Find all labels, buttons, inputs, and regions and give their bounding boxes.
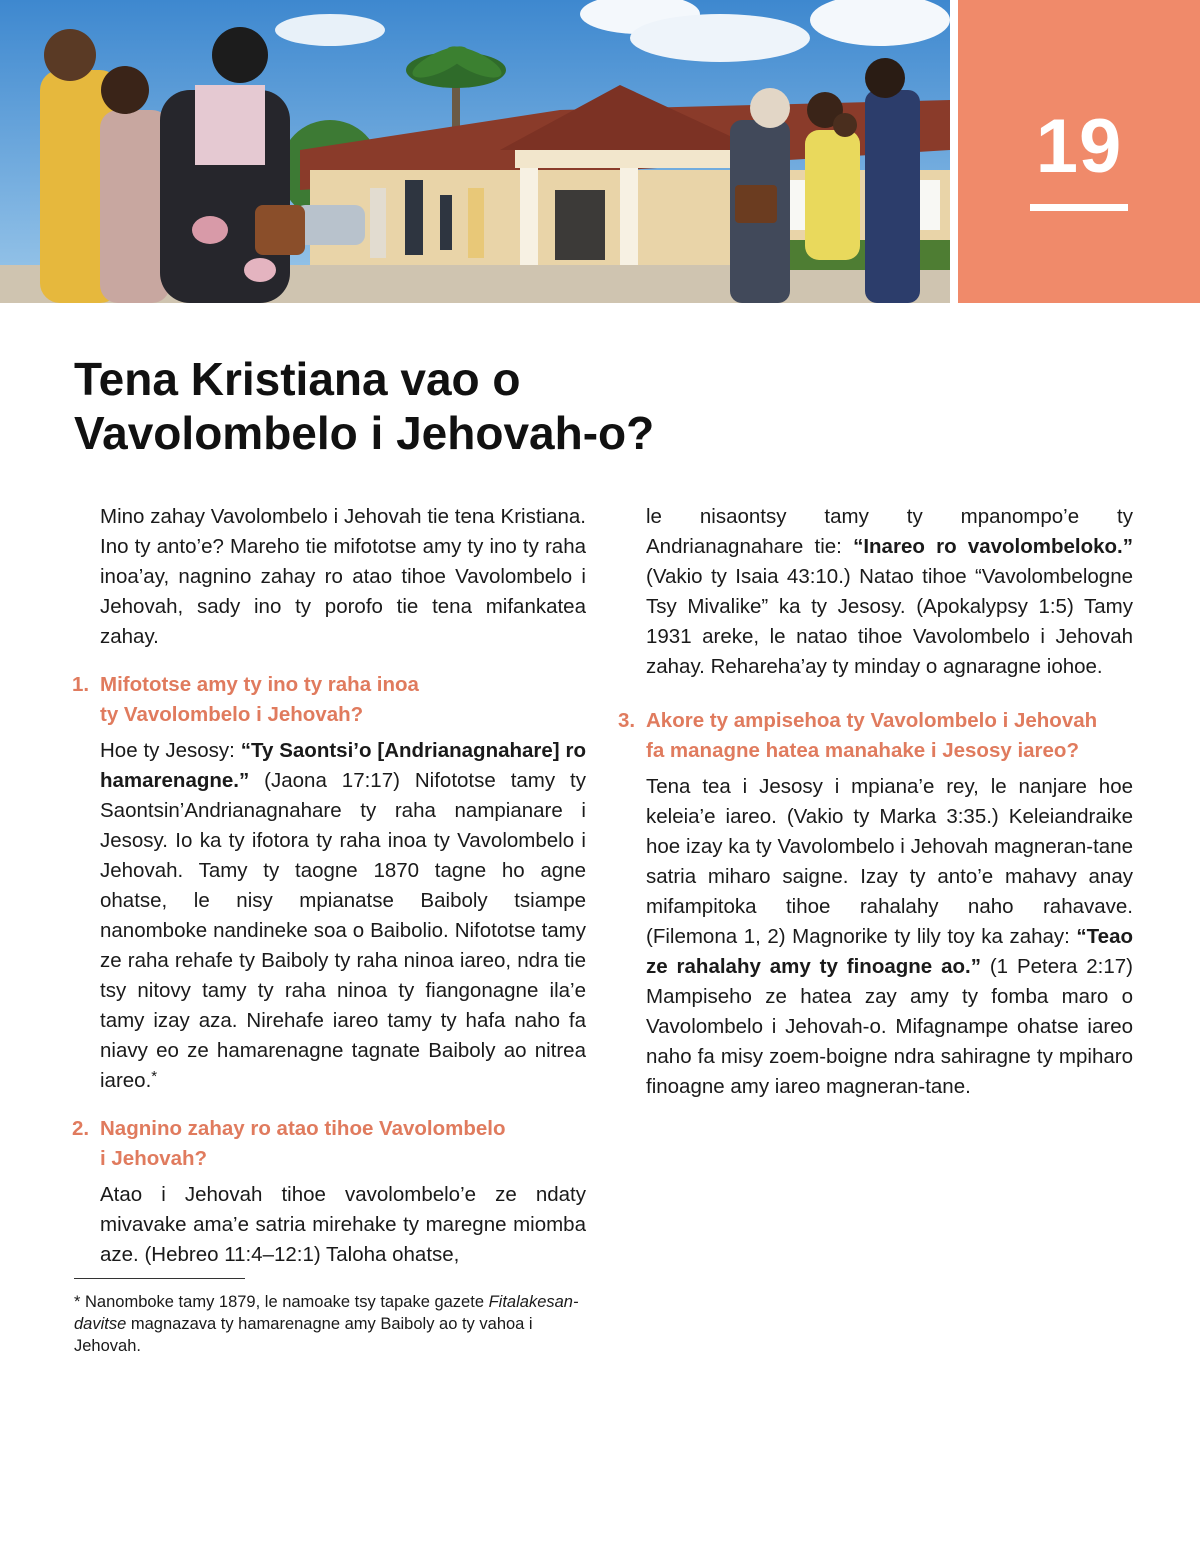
question-1-line-1: Mifototse amy ty ino ty raha inoa — [100, 673, 419, 696]
answer-1-quote: “Ty Saontsi’o [Andrianagnahare] ro hamarenagne.” — [100, 739, 587, 792]
footnote-text-before: Nanomboke tamy 1879, le namoake tsy tapake gazete — [80, 1293, 489, 1311]
question-3-line-1: Akore ty ampisehoa ty Vavolombelo i Jehovah — [646, 709, 1098, 732]
footnote-text-after: magnazava ty hamarenagne amy Baiboly ao ty vahoa i Jehovah. — [74, 1315, 533, 1355]
intro-paragraph: Mino zahay Vavolombelo i Jehovah tie tena Kristiana. Ino ty anto’e? Mareho tie mifototse amy ty ino ty raha inoa’ay, nagnino zahay ro atao tihoe Vavolombelo i Jehovah, sady ino ty porofo tie tena mifankatea zahay. — [100, 505, 586, 648]
question-3-number: 3. — [618, 709, 636, 732]
lesson-number-underline — [1030, 204, 1128, 211]
question-1-heading — [72, 670, 586, 730]
page-title-line-2: Vavolombelo i Jehovah-o? — [74, 407, 655, 459]
right-column — [618, 502, 1133, 1102]
answer-2-paragraph-start: Atao i Jehovah tihoe vavolombelo’e ze ndaty mivavake ama’e satria mirehake ty maregne miomba aze. (Hebreo 11:4–12:1) Taloha ohatse, — [100, 1183, 586, 1266]
question-2-line-2: i Jehovah? — [100, 1147, 208, 1170]
footnote-divider — [74, 1278, 245, 1279]
answer-1-paragraph — [100, 736, 586, 1096]
answer-1-rest: (Jaona 17:17) Nifototse tamy ty Saontsin’Andrianagnahare ty raha nampianare i Jesosy. Io ka ty ifotora ty raha inoa ty Vavolombelo i Jehovah. Tamy ty taogne 1870 tagne ho agne ohatse, le nisy mpianatse Baiboly tsiampe nanomboke nandineke soa o Baibolio. Nifototse tamy ze raha rehafe ty Baiboly ty raha ninoa iareo, ndra tie tsy nitovy tamy ty raha ninoa ty fiangonagne ila’e tamy izay aza. Nirehafe iareo tamy ty hafa naho fa niavy eo ze hamarenagne tagnate Baiboly ao nitrea iareo. — [100, 769, 586, 1092]
page-title — [74, 352, 834, 460]
answer-2-paragraph-continued — [646, 502, 1133, 682]
footnote-publication-title: Fitalakesan-davitse — [74, 1293, 579, 1333]
question-1-line-2: ty Vavolombelo i Jehovah? — [100, 703, 364, 726]
answer-1-lead: Hoe ty Jesosy: — [100, 739, 241, 762]
question-3-heading — [618, 706, 1133, 766]
question-2-line-1: Nagnino zahay ro atao tihoe Vavolombelo — [100, 1117, 506, 1140]
lesson-badge — [958, 0, 1200, 303]
question-2-number: 2. — [72, 1117, 90, 1140]
page-title-line-1: Tena Kristiana vao o — [74, 353, 521, 405]
answer-3-paragraph — [646, 772, 1133, 1102]
answer-2-quote: “Inareo ro vavolombeloko.” — [853, 535, 1133, 558]
answer-3-rest: (1 Petera 2:17) Mampiseho ze hatea zay amy ty fomba maro o Vavolombelo i Jehovah-o. Mifagnampe ohatse iareo naho fa misy zoem-boigne ndra sahiragne ty mpiharo finoagne amy iareo magneran-tane. — [646, 955, 1133, 1098]
answer-3-lead: Tena tea i Jesosy i mpiana’e rey, le nanjare hoe keleia’e iareo. (Vakio ty Marka 3:35.) Keleiandraike hoe izay ka ty Vavolombelo i Jehovah magneran-tane satria miharo saigne. Izay ty anto’e mahavy anay mifampitoka tihoe rahalahy naho rahavave. (Filemona 1, 2) Magnorike ty lily toy ka zahay: — [646, 775, 1133, 948]
lesson-number: 19 — [1035, 104, 1123, 189]
footnote — [74, 1291, 586, 1357]
answer-2-rest: (Vakio ty Isaia 43:10.) Natao tihoe “Vavolombelogne Tsy Mivalike” ka ty Jesosy. (Apokalypsy 1:5) Tamy 1931 areke, le natao tihoe Vavolombelo i Jehovah zahay. Rehareha’ay ty minday o agnaragne iohoe. — [646, 565, 1133, 678]
footnote-reference[interactable]: * — [151, 1068, 158, 1085]
header-photo — [0, 0, 950, 303]
photo-kingdom-hall-icon — [0, 0, 950, 303]
left-column — [72, 502, 587, 1270]
footnote-mark: * — [74, 1293, 81, 1311]
question-3-line-2: fa managne hatea manahake i Jesosy iareo? — [646, 739, 1079, 762]
question-2-heading — [72, 1114, 586, 1174]
question-1-number: 1. — [72, 673, 90, 696]
answer-3-quote: “Teao ze rahalahy amy ty finoagne ao.” — [646, 925, 1133, 978]
answer-2-lead: le nisaontsy tamy ty mpanompo’e ty Andrianagnahare tie: — [646, 505, 1133, 558]
